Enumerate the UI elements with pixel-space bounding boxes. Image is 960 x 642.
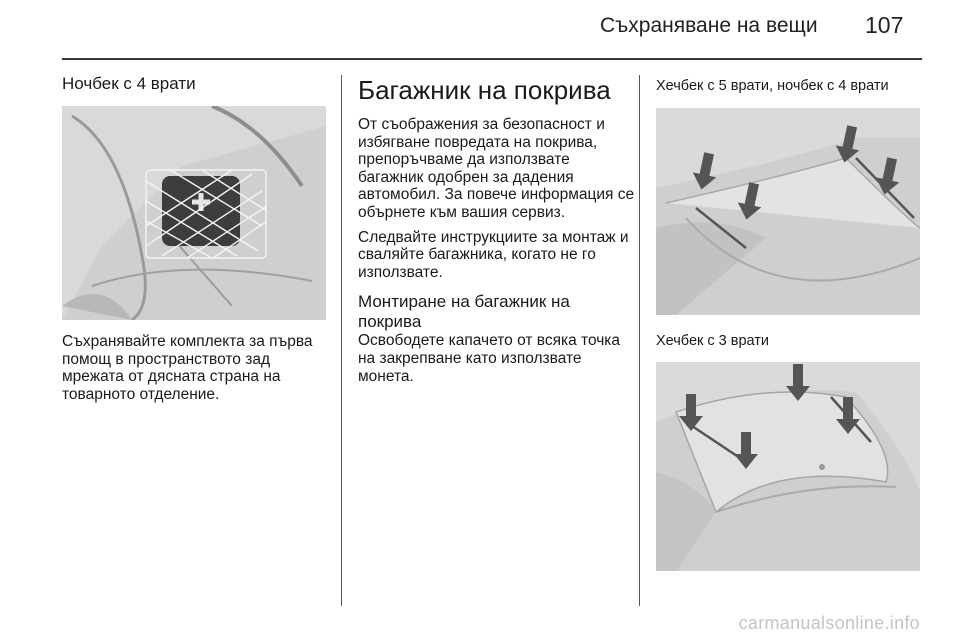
page-number: 107 <box>865 12 904 38</box>
section-title: Багажник на покрива <box>358 75 611 105</box>
section-heading: Ночбек с 4 врати <box>62 74 196 93</box>
roof-mounting-points-illustration <box>656 108 920 315</box>
page-header-title: Съхраняване на вещи <box>600 14 818 37</box>
body-paragraph: Следвайте инструкциите за монтаж и сваляйте багажника, когато не го използвате. <box>358 228 629 281</box>
figure-caption: Съхранявайте комплекта за първа помощ в пространството зад мрежата от дясната страна на товарното отделение. <box>62 333 313 403</box>
header-divider <box>62 58 922 60</box>
first-aid-kit-in-trunk-net-illustration <box>62 106 326 320</box>
roof-3-door-figure <box>656 362 920 571</box>
roof-5-door-figure <box>656 108 920 315</box>
figure-heading: Хечбек с 3 врати <box>656 333 770 349</box>
body-paragraph: Освободете капачето от всяка точка на закрепване като използвате монета. <box>358 332 621 385</box>
column-middle <box>358 74 636 385</box>
roof-mounting-points-illustration <box>656 362 920 571</box>
column-divider <box>639 75 640 606</box>
first-aid-kit-figure <box>62 106 326 320</box>
column-left-caption <box>62 333 334 403</box>
figure-heading: Хечбек с 5 врати, ночбек с 4 врати <box>656 78 889 94</box>
column-divider <box>341 75 342 606</box>
column-left <box>62 74 332 94</box>
column-right <box>656 78 926 94</box>
body-paragraph: От съображения за безопасност и избягване повредата на покрива, препоръчваме да използвате багажник одобрен за дадения автомобил. За повече информация се обърнете към вашия сервиз. <box>358 116 635 221</box>
column-right-lower <box>656 333 926 349</box>
watermark: carmanualsonline.info <box>738 613 920 633</box>
subsection-heading: Монтиране на багажник на покрива <box>358 292 570 332</box>
